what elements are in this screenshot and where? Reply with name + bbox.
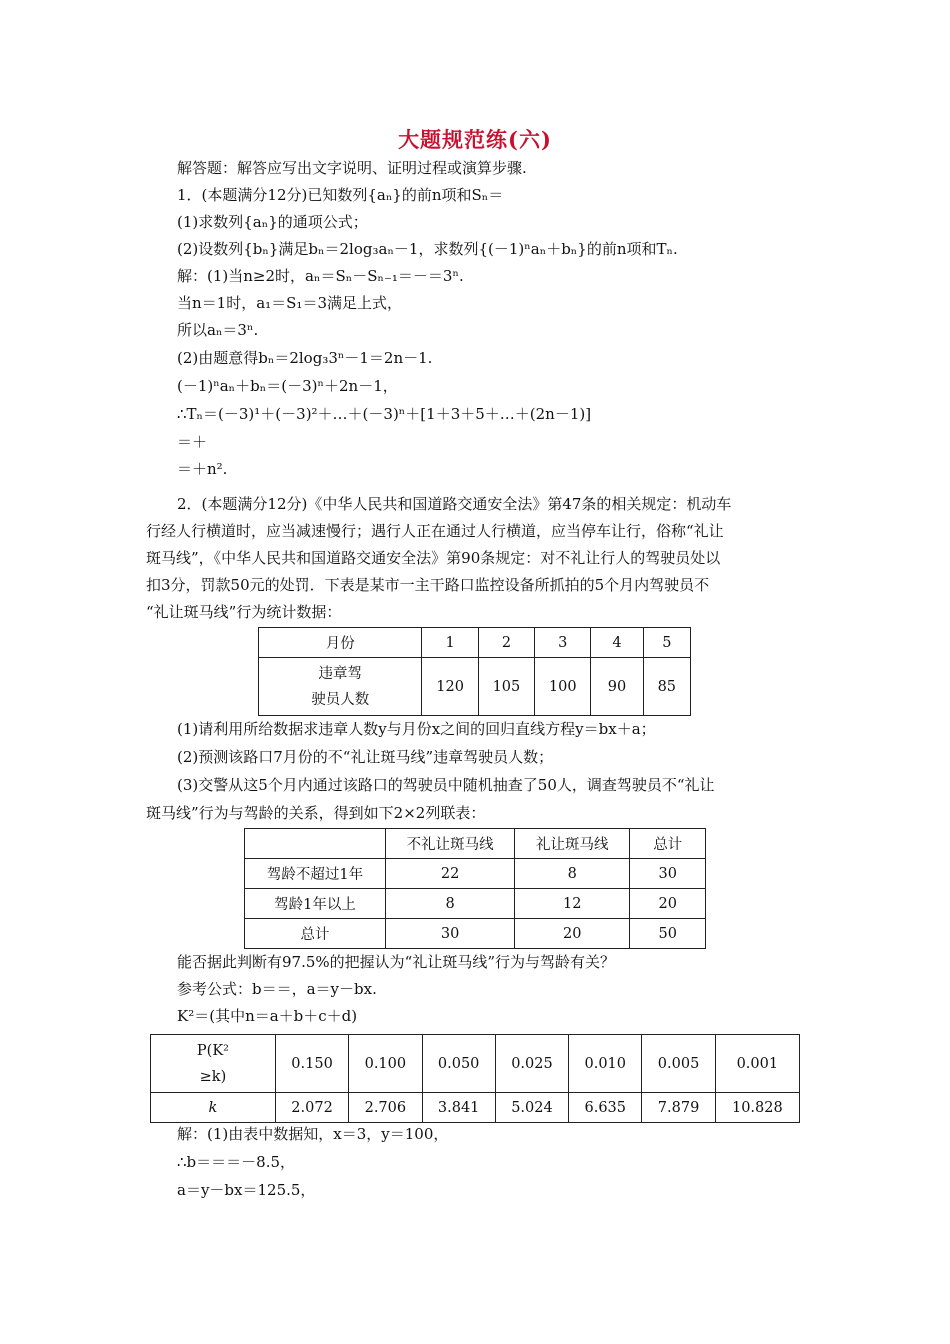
- table-cell: 50: [630, 919, 706, 949]
- table-cell: 85: [643, 658, 690, 716]
- table-row-label: [151, 1035, 276, 1093]
- table-cell: 3.841: [422, 1093, 495, 1123]
- table-row: [259, 628, 691, 658]
- table-cell: 7.879: [642, 1093, 715, 1123]
- critical-value-table: [150, 1034, 800, 1123]
- table-cell: 30: [630, 859, 706, 889]
- question-line: 斑马线”行为与驾龄的关系，得到如下2×2列联表：: [146, 804, 486, 822]
- row-label-line: 驶员人数: [311, 691, 370, 708]
- table-row-label: k: [151, 1093, 276, 1123]
- table-cell: 0.150: [275, 1035, 348, 1093]
- table-row-label: 驾龄不超过1年: [245, 859, 386, 889]
- table-cell: 20: [515, 919, 630, 949]
- table-cell: 5.024: [495, 1093, 568, 1123]
- table-header-cell: 总计: [630, 829, 706, 859]
- table-row: [259, 658, 691, 716]
- table-cell: 0.050: [422, 1035, 495, 1093]
- problem-2-statement: “礼让斑马线”行为统计数据：: [146, 603, 342, 621]
- table-row: [245, 919, 706, 949]
- solution-line: ∴b＝＝＝－8.5，: [177, 1153, 296, 1171]
- problem-2-statement: 2．(本题满分12分)《中华人民共和国道路交通安全法》第47条的相关规定：机动车: [177, 495, 732, 513]
- table-row: [151, 1093, 800, 1123]
- problem-1-part-2: (2)设数列{bₙ}满足bₙ＝2log₃aₙ－1，求数列{(－1)ⁿaₙ＋bₙ}的前n项和Tₙ.: [177, 240, 678, 258]
- table-row: [245, 889, 706, 919]
- table-cell: 12: [515, 889, 630, 919]
- table-cell: 6.635: [569, 1093, 642, 1123]
- problem-1-statement: 1．(本题满分12分)已知数列{aₙ}的前n项和Sₙ＝: [177, 186, 504, 204]
- question-line: (2)预测该路口7月份的不“礼让斑马线”违章驾驶员人数；: [177, 748, 554, 766]
- solution-line: ∴Tₙ＝(－3)¹＋(－3)²＋…＋(－3)ⁿ＋[1＋3＋5＋…＋(2n－1)]: [177, 405, 592, 423]
- table-row: [245, 829, 706, 859]
- table-header-cell: 礼让斑马线: [515, 829, 630, 859]
- row-label-line: 违章驾: [318, 665, 362, 682]
- table-cell: 100: [535, 658, 591, 716]
- table-header-cell: 月份: [259, 628, 422, 658]
- solution-line: ＝＋n².: [177, 460, 228, 478]
- table-row: [245, 859, 706, 889]
- problem-1-part-1: (1)求数列{aₙ}的通项公式；: [177, 213, 368, 231]
- table-cell: 0.010: [569, 1035, 642, 1093]
- row-label-line: P(K²: [196, 1042, 229, 1059]
- table-header-cell: 3: [535, 628, 591, 658]
- table-header-cell: [245, 829, 386, 859]
- question-line: (1)请利用所给数据求违章人数y与月份x之间的回归直线方程y＝bx＋a；: [177, 720, 656, 738]
- question-line: (3)交警从这5个月内通过该路口的驾驶员中随机抽查了50人，调查驾驶员不“礼让: [177, 776, 715, 794]
- table-header-cell: 4: [591, 628, 643, 658]
- contingency-table: [244, 828, 706, 949]
- table-header-cell: 不礼让斑马线: [386, 829, 515, 859]
- formula-line: 参考公式：b＝＝，a＝y－bx.: [177, 980, 377, 998]
- table-cell: 22: [386, 859, 515, 889]
- table-header-cell: 5: [643, 628, 690, 658]
- solution-line: a＝y－bx＝125.5，: [177, 1181, 316, 1199]
- table-cell: 0.001: [715, 1035, 799, 1093]
- solution-line: 解：(1)当n≥2时，aₙ＝Sₙ－Sₙ₋₁＝－＝3ⁿ.: [177, 267, 464, 285]
- table-header-cell: 2: [478, 628, 534, 658]
- table-cell: 30: [386, 919, 515, 949]
- table-cell: 0.100: [349, 1035, 422, 1093]
- solution-line: (2)由题意得bₙ＝2log₃3ⁿ－1＝2n－1.: [177, 349, 433, 367]
- solution-line: 所以aₙ＝3ⁿ.: [177, 321, 259, 339]
- table-cell: 2.072: [275, 1093, 348, 1123]
- violation-stats-table: [258, 627, 691, 716]
- solution-line: (－1)ⁿaₙ＋bₙ＝(－3)ⁿ＋2n－1，: [177, 377, 398, 395]
- row-label-line: ≥k): [199, 1068, 227, 1085]
- problem-2-statement: 扣3分，罚款50元的处罚．下表是某市一主干路口监控设备所抓拍的5个月内驾驶员不: [146, 576, 710, 594]
- table-cell: 120: [422, 658, 478, 716]
- problem-2-statement: 斑马线”，《中华人民共和国道路交通安全法》第90条规定：对不礼让行人的驾驶员处以: [146, 549, 721, 567]
- solution-line: 解：(1)由表中数据知，x＝3，y＝100，: [177, 1125, 449, 1143]
- table-row-label: 驾龄1年以上: [245, 889, 386, 919]
- table-cell: 10.828: [715, 1093, 799, 1123]
- table-cell: 105: [478, 658, 534, 716]
- table-header-cell: 1: [422, 628, 478, 658]
- problem-2-statement: 行经人行横道时，应当减速慢行；遇行人正在通过人行横道，应当停车让行，俗称“礼让: [146, 522, 724, 540]
- table-cell: 2.706: [349, 1093, 422, 1123]
- table-cell: 20: [630, 889, 706, 919]
- table-row-label: [259, 658, 422, 716]
- table-cell: 90: [591, 658, 643, 716]
- table-row: [151, 1035, 800, 1093]
- table-cell: 8: [386, 889, 515, 919]
- page-title: 大题规范练(六): [398, 127, 552, 152]
- solution-line: ＝＋: [177, 433, 208, 451]
- table-cell: 8: [515, 859, 630, 889]
- solution-line: 当n＝1时，a₁＝S₁＝3满足上式，: [177, 294, 402, 312]
- formula-line: K²＝(其中n＝a＋b＋c＋d): [177, 1007, 358, 1025]
- table-cell: 0.025: [495, 1035, 568, 1093]
- instruction-line: 解答题：解答应写出文字说明、证明过程或演算步骤.: [177, 159, 527, 177]
- table-cell: 0.005: [642, 1035, 715, 1093]
- table-row-label: 总计: [245, 919, 386, 949]
- question-line: 能否据此判断有97.5%的把握认为“礼让斑马线”行为与驾龄有关？: [177, 953, 615, 971]
